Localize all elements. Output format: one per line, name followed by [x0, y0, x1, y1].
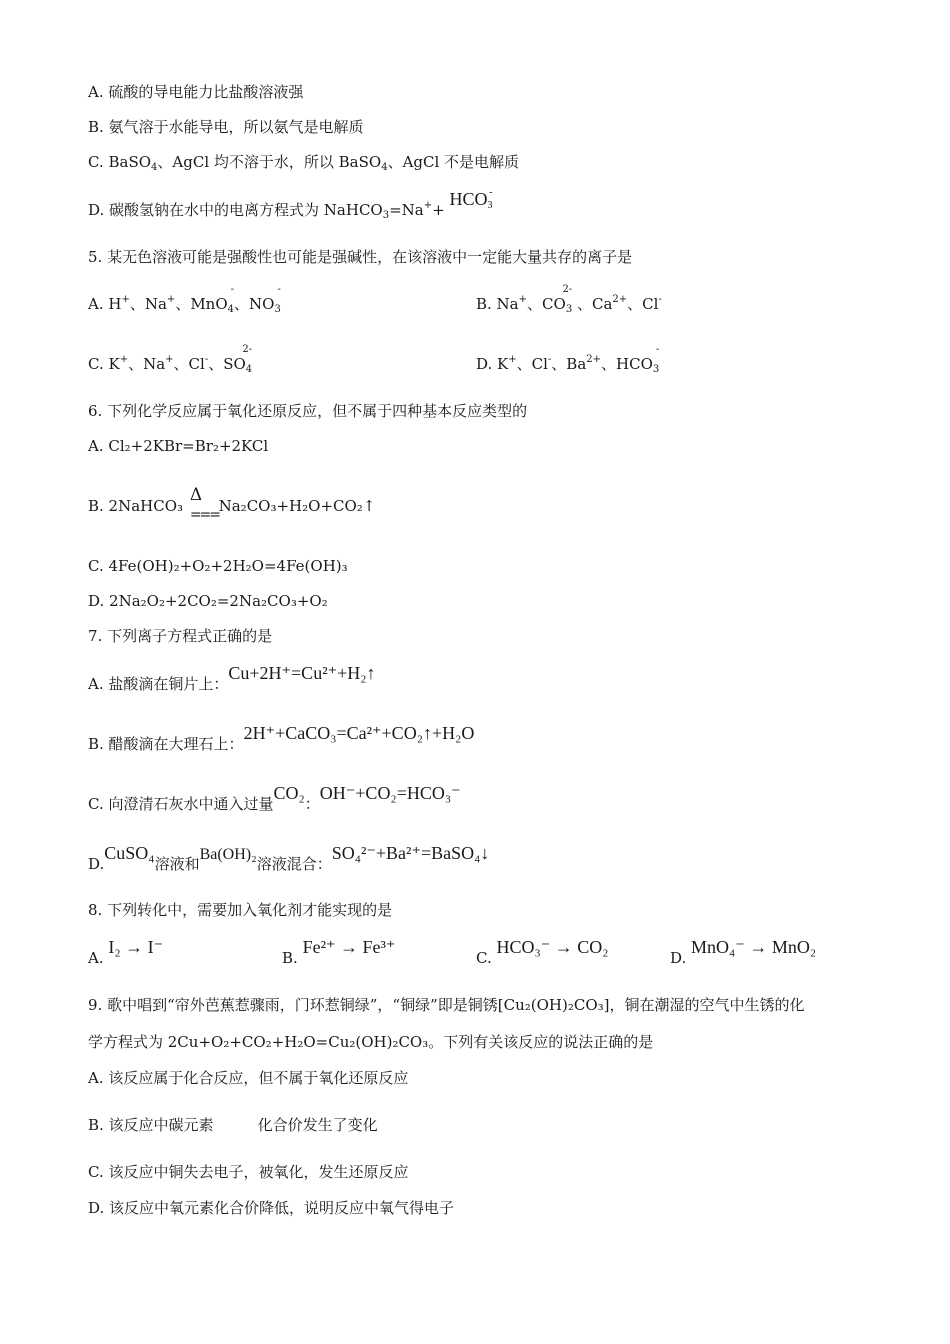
q7-b-equation: 2H⁺+CaCO₃=Ca²⁺+CO₂↑+H₂O	[243, 723, 475, 743]
q7-d-text-1: 溶液和	[154, 855, 200, 873]
q7-a-label: A. 盐酸滴在铜片上：	[88, 675, 229, 693]
q5-a-sub-1: 4	[227, 304, 235, 315]
q5-a-chg-2: -	[277, 284, 281, 295]
q5-option-b	[476, 284, 662, 320]
q4-option-d	[88, 187, 493, 226]
q4-c-sub-2: 4	[381, 162, 388, 173]
q5-stem: 5. 某无色溶液可能是强酸性也可能是强碱性，在该溶液中一定能大量共存的离子是	[88, 248, 633, 266]
q5-a-ion-2	[274, 284, 281, 320]
q4-option-c	[88, 152, 519, 172]
q5-c-ion	[242, 344, 253, 380]
q4-d-ion-base: HCO	[449, 189, 488, 209]
q5-d-chg: -	[655, 344, 660, 355]
q6-stem: 6. 下列化学反应属于氧化还原反应，但不属于四种基本反应类型的	[88, 402, 528, 420]
q6-option-c: C. 4Fe(OH)₂+O₂+2H₂O=4Fe(OH)₃	[88, 557, 348, 575]
q8-b-label: B.	[282, 949, 298, 967]
q5-b-ion-1	[562, 284, 573, 320]
q5-a-4: 、NO	[234, 295, 275, 313]
q8-d-label: D.	[670, 949, 687, 967]
q6-b-delta: Δ	[189, 485, 203, 505]
q5-a-sup-2: +	[166, 294, 176, 305]
q5-d-sup-2: -	[547, 354, 552, 365]
q7-d-cuso4: CuSO₄	[104, 843, 155, 863]
q7-option-b	[88, 723, 475, 754]
q8-d-equation: MnO₄⁻ → MnO₂	[691, 937, 817, 957]
q5-c-sup-3: -	[204, 354, 209, 365]
q4-d-ion-sub: 3	[487, 200, 493, 211]
q5-option-c	[88, 344, 253, 380]
q5-b-3: 、Ca	[576, 295, 613, 313]
q4-d-sub: 3	[382, 210, 390, 221]
q5-a-sup-1: +	[121, 294, 130, 305]
q5-a-chg-1: -	[230, 284, 235, 295]
q8-a-label: A.	[88, 949, 104, 967]
q5-a-2: 、Na	[129, 295, 167, 313]
q4-d-text-1: D. 碳酸氢钠在水中的电离方程式为 NaHCO	[88, 201, 383, 219]
q6-b-equals: ===	[189, 507, 220, 523]
q4-d-ion	[450, 189, 493, 216]
q4-d-text-2: =Na	[389, 201, 424, 219]
q7-c-colon: ：	[304, 795, 320, 813]
q5-a-1: A. H	[88, 295, 122, 313]
q7-c-co2: CO₂	[273, 783, 305, 803]
q8-option-b	[282, 937, 396, 968]
q5-d-ion	[652, 344, 660, 380]
q8-stem: 8. 下列转化中，需要加入氧化剂才能实现的是	[88, 901, 393, 919]
q8-a-equation: I₂ → I⁻	[108, 937, 164, 957]
q5-d-sup-3: 2+	[586, 354, 602, 365]
q8-option-a	[88, 937, 164, 968]
q5-d-sub: 3	[652, 364, 660, 375]
q8-option-d	[670, 937, 817, 968]
q7-option-c	[88, 783, 461, 814]
q9-b-text-1: B. 该反应中碳元素	[88, 1116, 214, 1134]
q7-d-equation: SO₄²⁻+Ba²⁺=BaSO₄↓	[331, 843, 490, 863]
q4-c-text-3: 、AgCl 不是电解质	[387, 153, 520, 171]
q7-d-text-2: 溶液混合：	[256, 855, 332, 873]
q5-d-3: 、Ba	[551, 355, 587, 373]
q7-d-baoh2: Ba(OH)₂	[199, 846, 257, 863]
q5-option-a	[88, 284, 281, 320]
q7-c-label: C. 向澄清石灰水中通入过量	[88, 795, 274, 813]
q5-c-1: C. K	[88, 355, 120, 373]
q9-stem-line-2: 学方程式为 2Cu+O₂+CO₂+H₂O=Cu₂(OH)₂CO₃。下列有关该反应的说法正确的是	[88, 1033, 654, 1051]
q5-d-4: 、HCO	[601, 355, 653, 373]
q7-option-a	[88, 663, 376, 694]
q6-option-b	[88, 485, 376, 523]
q6-b-text-1: B. 2NaHCO₃	[88, 497, 184, 515]
q5-a-ion-1	[227, 284, 235, 320]
q9-b-text-2: 化合价发生了变化	[257, 1116, 378, 1134]
q9-option-b	[88, 1115, 378, 1135]
q9-option-c: C. 该反应中铜失去电子，被氧化，发生还原反应	[88, 1163, 409, 1181]
q4-c-text-2: 、AgCl 均不溶于水，所以 BaSO	[157, 153, 382, 171]
q5-d-2: 、Cl	[516, 355, 548, 373]
q5-d-sup-1: +	[508, 354, 517, 365]
q7-stem: 7. 下列离子方程式正确的是	[88, 627, 273, 645]
q5-b-4: 、Cl	[627, 295, 659, 313]
q5-c-sup-2: +	[165, 354, 174, 365]
q7-b-label: B. 醋酸滴在大理石上：	[88, 735, 244, 753]
q5-b-chg-1: 2-	[562, 284, 573, 295]
q5-b-sup-3: -	[658, 294, 662, 305]
q4-d-sup: +	[423, 200, 433, 211]
q5-c-sup-1: +	[119, 354, 129, 365]
q6-option-d: D. 2Na₂O₂+2CO₂=2Na₂CO₃+O₂	[88, 592, 328, 610]
q7-option-d	[88, 843, 490, 875]
q6-b-text-2: Na₂CO₃+H₂O+CO₂↑	[218, 497, 376, 515]
q5-c-chg: 2-	[242, 344, 253, 355]
q4-c-sub-1: 4	[151, 162, 158, 173]
q5-b-sub-1: 3	[565, 304, 573, 315]
q5-b-1: B. Na	[476, 295, 519, 313]
q5-c-3: 、Cl	[173, 355, 205, 373]
q7-a-equation: Cu+2H⁺=Cu²⁺+H₂↑	[228, 663, 376, 683]
q5-b-sup-2: 2+	[612, 294, 628, 305]
q7-c-equation: OH⁻+CO₂=HCO₃⁻	[319, 783, 461, 803]
q4-option-a: A. 硫酸的导电能力比盐酸溶液强	[88, 83, 304, 101]
q5-c-2: 、Na	[128, 355, 166, 373]
q4-c-text-1: C. BaSO	[88, 153, 152, 171]
q5-option-d	[476, 344, 660, 380]
q8-option-c	[476, 937, 609, 968]
q4-d-ion-charge: -	[489, 187, 493, 198]
q5-c-sub: 4	[245, 364, 253, 375]
q5-a-sub-2: 3	[274, 304, 281, 315]
q9-option-d: D. 该反应中氧元素化合价降低，说明反应中氧气得电子	[88, 1199, 455, 1217]
q5-b-2: 、CO	[527, 295, 566, 313]
q5-c-4: 、SO	[208, 355, 246, 373]
q8-b-equation: Fe²⁺ → Fe³⁺	[302, 937, 396, 957]
q9-stem-line-1: 9. 歌中唱到“帘外芭蕉惹骤雨，门环惹铜绿”，“铜绿”即是铜锈[Cu₂(OH)₂CO₃]，铜在潮湿的空气中生锈的化	[88, 996, 805, 1014]
q8-c-equation: HCO₃⁻ → CO₂	[496, 937, 609, 957]
q4-option-b: B. 氨气溶于水能导电，所以氨气是电解质	[88, 118, 364, 136]
q7-d-label: D.	[88, 855, 105, 873]
q6-option-a: A. Cl₂+2KBr=Br₂+2KCl	[88, 437, 269, 455]
q9-option-a: A. 该反应属于化合反应，但不属于氧化还原反应	[88, 1069, 409, 1087]
q8-c-label: C.	[476, 949, 492, 967]
q5-a-3: 、MnO	[175, 295, 228, 313]
q4-d-plus: +	[432, 201, 445, 219]
q5-b-sup-1: +	[518, 294, 528, 305]
q5-d-1: D. K	[476, 355, 509, 373]
